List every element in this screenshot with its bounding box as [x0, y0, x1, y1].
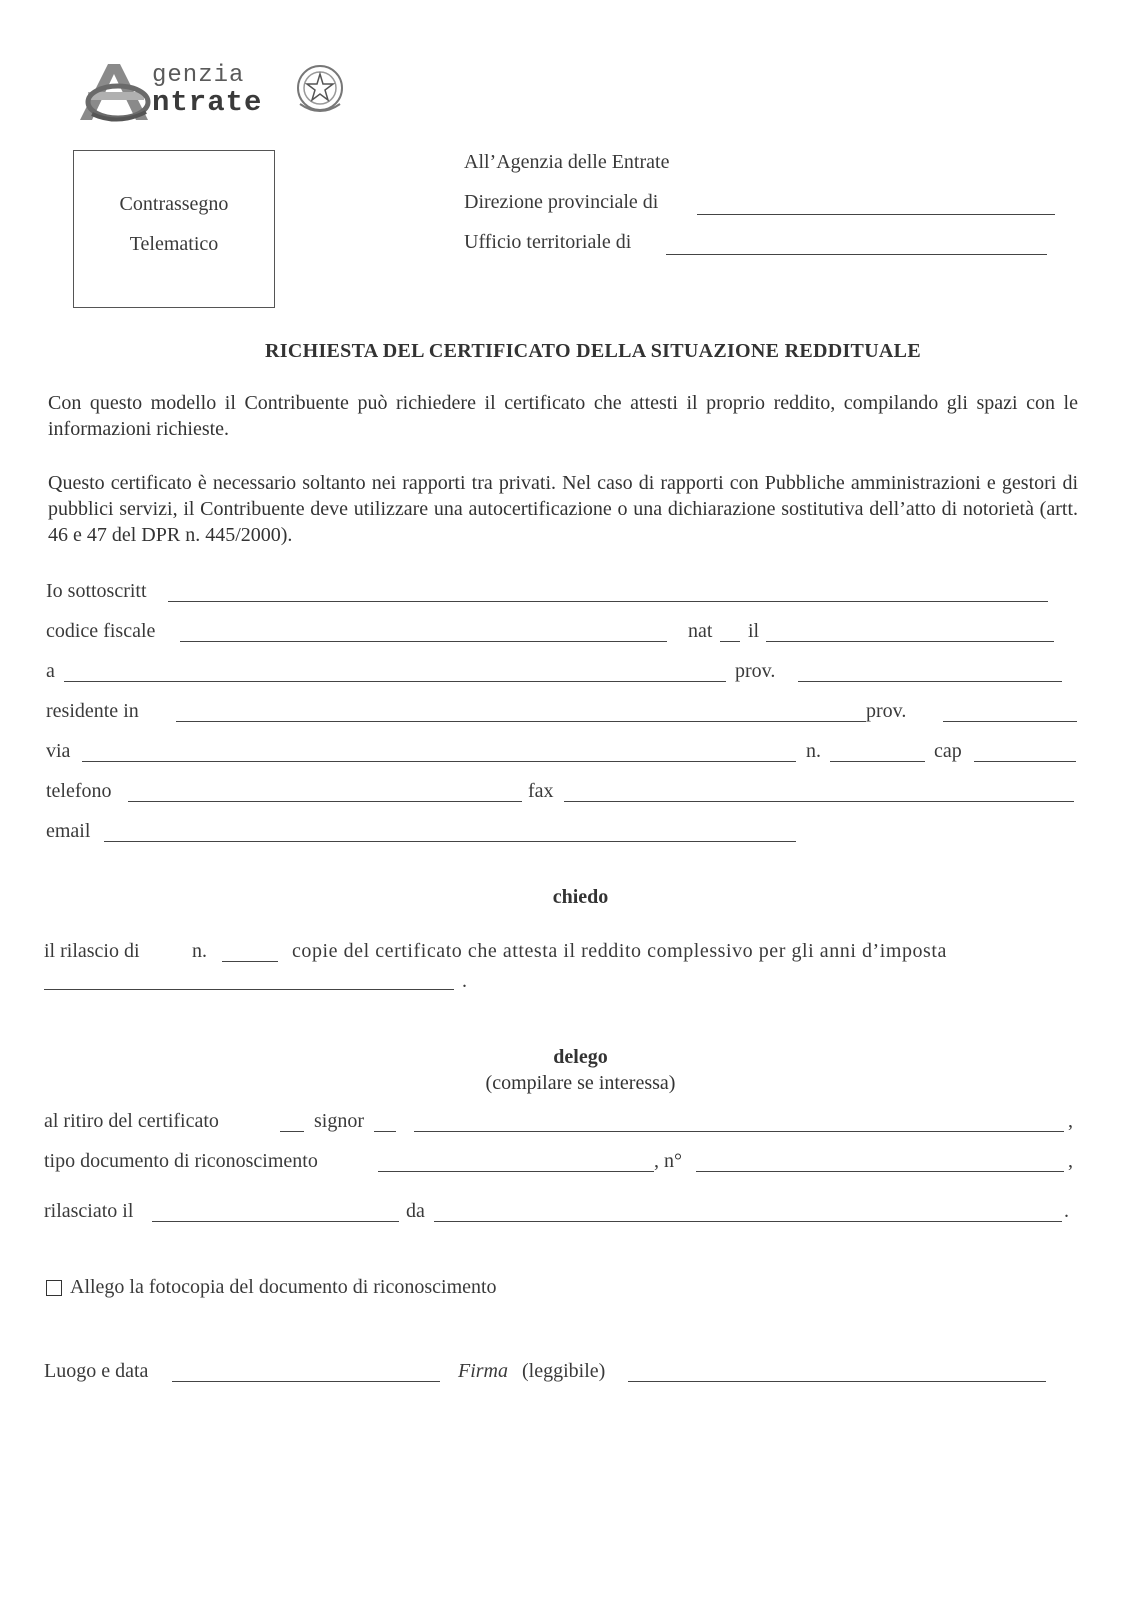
via-label: via — [46, 740, 71, 762]
delego-heading: delego — [553, 1046, 608, 1068]
copie-n-label: n. — [192, 940, 207, 962]
rilasciato-da-input[interactable] — [434, 1221, 1062, 1222]
italian-emblem-icon — [294, 60, 346, 118]
delegate-name-input[interactable] — [414, 1131, 1064, 1132]
rilascio-label: il rilascio di — [44, 940, 140, 962]
ritiro-suffix-input[interactable] — [280, 1131, 304, 1132]
tipo-documento-label: tipo documento di riconoscimento — [44, 1150, 318, 1172]
birth-date-input[interactable] — [766, 641, 1054, 642]
rilasciato-label: rilasciato il — [44, 1200, 134, 1222]
telefono-label: telefono — [46, 780, 112, 802]
contrassegno-telematico-box — [73, 150, 275, 308]
numero-documento-label: , n° — [654, 1150, 682, 1172]
comma-2: , — [1068, 1150, 1073, 1172]
numero-civico-label: n. — [806, 740, 821, 762]
fax-input[interactable] — [564, 801, 1074, 802]
a-label: a — [46, 660, 55, 682]
ufficio-label: Ufficio territoriale di — [464, 231, 632, 253]
stamp-label-line1: Contrassegno — [119, 193, 229, 215]
form-title: RICHIESTA DEL CERTIFICATO DELLA SITUAZIONE REDDITUALE — [265, 340, 921, 362]
cap-input[interactable] — [974, 761, 1076, 762]
telefono-input[interactable] — [128, 801, 522, 802]
firma-input[interactable] — [628, 1381, 1046, 1382]
delego-subheading: (compilare se interessa) — [485, 1072, 676, 1094]
cap-label: cap — [934, 740, 962, 762]
leggibile-label: (leggibile) — [522, 1360, 606, 1382]
residente-label: residente in — [46, 700, 139, 722]
signor-label: signor — [314, 1110, 364, 1132]
stamp-label-line2: Telematico — [129, 233, 219, 255]
tipo-documento-input[interactable] — [378, 1171, 654, 1172]
firma-label: Firma — [458, 1360, 508, 1382]
email-input[interactable] — [104, 841, 796, 842]
direzione-input[interactable] — [697, 214, 1055, 215]
allego-label: Allego la fotocopia del documento di riconoscimento — [70, 1276, 497, 1298]
period-end: . — [1064, 1200, 1069, 1222]
residence-input[interactable] — [176, 721, 866, 722]
email-label: email — [46, 820, 91, 842]
codice-fiscale-label: codice fiscale — [46, 620, 156, 642]
intro-paragraph-1: Con questo modello il Contribuente può richiedere il certificato che attesti il proprio reddito, compilando gli spazi con le informazioni richieste. — [48, 392, 1078, 440]
numero-documento-input[interactable] — [696, 1171, 1064, 1172]
via-input[interactable] — [82, 761, 796, 762]
birth-prov-input[interactable] — [798, 681, 1062, 682]
luogo-data-label: Luogo e data — [44, 1360, 149, 1382]
codice-fiscale-input[interactable] — [180, 641, 667, 642]
prov-label-1: prov. — [735, 660, 776, 682]
ufficio-input[interactable] — [666, 254, 1047, 255]
logo-word-agenzia: genzia — [152, 62, 245, 89]
intro-paragraph-2: Questo certificato è necessario soltanto nei rapporti tra privati. Nel caso di rapporti con Pubbliche amministrazioni e gestori di pubblici servizi, il Contribuente deve utilizzare una autocertificazione o una dichiarazione sostitutiva dell’atto di notorietà (artt. 46 e 47 del DPR n. 445/2000). — [48, 472, 1078, 546]
address-recipient: All’Agenzia delle Entrate — [464, 151, 670, 173]
chiedo-heading: chiedo — [552, 886, 609, 908]
agenzia-a-logo-icon — [74, 56, 154, 126]
copie-description: copie del certificato che attesta il reddito complessivo per gli anni d’imposta — [292, 940, 947, 962]
sottoscritt-input[interactable] — [168, 601, 1048, 602]
rilasciato-date-input[interactable] — [152, 1221, 399, 1222]
direzione-label: Direzione provinciale di — [464, 191, 659, 213]
nat-suffix-input[interactable] — [720, 641, 740, 642]
nat-label: nat — [688, 620, 713, 642]
logo-word-entrate: ntrate — [152, 86, 263, 119]
agenzia-entrate-logo — [74, 56, 348, 126]
ritiro-label: al ritiro del certificato — [44, 1110, 219, 1132]
sottoscritt-label: Io sottoscritt — [46, 580, 147, 602]
fax-label: fax — [528, 780, 554, 802]
numero-civico-input[interactable] — [830, 761, 925, 762]
anni-imposta-period: . — [462, 970, 467, 992]
anni-imposta-input[interactable] — [44, 989, 454, 990]
birth-place-input[interactable] — [64, 681, 726, 682]
comma-1: , — [1068, 1110, 1073, 1132]
il-label: il — [748, 620, 760, 642]
copie-count-input[interactable] — [222, 961, 278, 962]
da-label: da — [406, 1200, 425, 1222]
allego-checkbox[interactable] — [46, 1280, 62, 1296]
residence-prov-input[interactable] — [943, 721, 1077, 722]
signor-suffix-input[interactable] — [374, 1131, 396, 1132]
prov-label-2: prov. — [866, 700, 907, 722]
luogo-data-input[interactable] — [172, 1381, 440, 1382]
